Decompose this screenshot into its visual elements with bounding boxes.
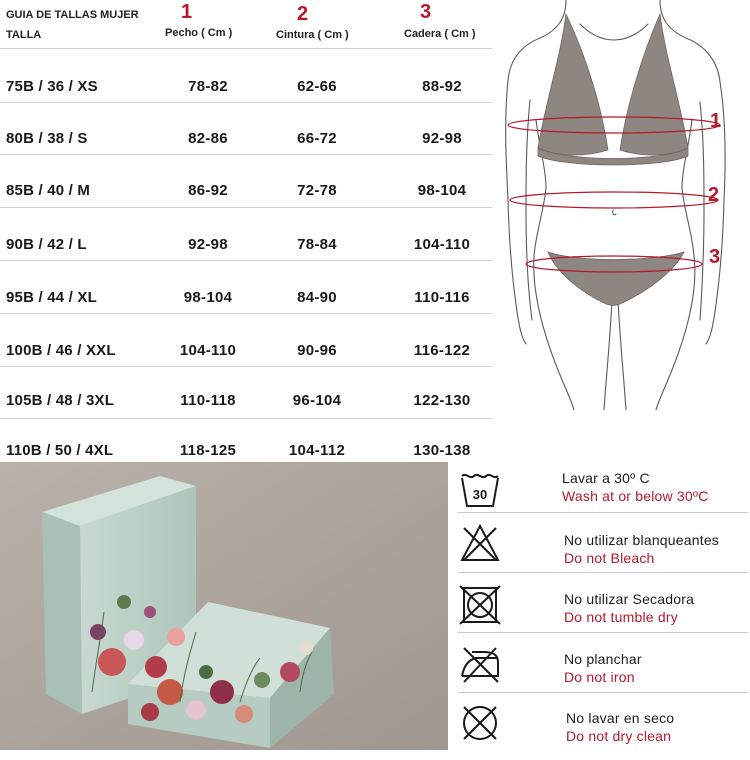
table-row: [0, 182, 492, 234]
size-cell: 80B / 38 / S: [6, 130, 88, 147]
care-label-es: No planchar: [564, 651, 642, 667]
cintura-cell: 78-84: [297, 236, 337, 253]
cadera-cell: 104-110: [413, 236, 471, 253]
cadera-cell: 110-116: [414, 289, 470, 306]
cintura-cell: 62-66: [297, 78, 337, 95]
cadera-cell: 130-138: [413, 442, 471, 459]
size-cell: 85B / 40 / M: [6, 182, 91, 199]
care-label-es: Lavar a 30º C: [562, 470, 650, 486]
cadera-cell: 116-122: [413, 342, 471, 359]
table-row: [0, 78, 492, 130]
row-divider: [0, 366, 492, 367]
waist-marker: 2: [708, 184, 720, 206]
cadera-cell: 122-130: [413, 392, 471, 409]
care-label-en: Do not Bleach: [564, 550, 655, 566]
cadera-cell: 88-92: [422, 78, 462, 95]
pecho-cell: 98-104: [183, 289, 233, 306]
cintura-cell: 104-112: [288, 442, 346, 459]
wash-30-icon: [458, 468, 502, 510]
row-divider: [0, 154, 492, 155]
gift-box-photo: [0, 462, 448, 750]
row-divider: [0, 313, 492, 314]
care-label-en: Do not iron: [564, 669, 635, 685]
size-column-header: TALLA: [6, 29, 42, 41]
cintura-cell: 96-104: [292, 392, 342, 409]
row-divider: [0, 207, 492, 208]
care-divider: [458, 512, 748, 513]
gift-box-image: [0, 462, 448, 750]
column-header-pecho: Pecho ( Cm ): [165, 27, 233, 39]
table-row: [0, 236, 492, 288]
size-cell: 90B / 42 / L: [6, 236, 87, 253]
no-tumble-dry-icon: [458, 584, 502, 626]
no-iron-icon: [458, 642, 502, 684]
row-divider: [0, 260, 492, 261]
pecho-cell: 110-118: [180, 392, 236, 409]
care-label-es: No lavar en seco: [566, 710, 675, 726]
care-label-en: Wash at or below 30ºC: [562, 488, 709, 504]
measurement-figure: [496, 0, 750, 410]
table-row: [0, 289, 492, 341]
size-cell: 75B / 36 / XS: [6, 78, 98, 95]
column-number-1: 1: [181, 1, 193, 23]
care-item-bleach: [452, 520, 750, 580]
size-guide-title: GUIA DE TALLAS MUJER: [6, 9, 139, 21]
size-cell: 100B / 46 / XXL: [6, 342, 116, 359]
column-header-cadera: Cadera ( Cm ): [404, 28, 476, 40]
care-item-dry-clean: [452, 700, 750, 760]
care-label-es: No utilizar Secadora: [564, 591, 695, 607]
table-row: [0, 342, 492, 394]
care-label-en: Do not dry clean: [566, 728, 672, 744]
size-cell: 110B / 50 / 4XL: [6, 442, 114, 459]
cintura-cell: 90-96: [297, 342, 337, 359]
row-divider: [0, 102, 492, 103]
bust-marker: 1: [710, 110, 722, 132]
care-divider: [458, 692, 748, 693]
pecho-cell: 86-92: [188, 182, 228, 199]
size-cell: 95B / 44 / XL: [6, 289, 97, 306]
care-item-wash: [452, 466, 750, 526]
no-dry-clean-icon: [458, 702, 502, 744]
pecho-cell: 82-86: [188, 130, 228, 147]
care-item-tumble-dry: [452, 582, 750, 642]
cintura-cell: 72-78: [297, 182, 337, 199]
pecho-cell: 104-110: [179, 342, 237, 359]
column-number-3: 3: [420, 1, 432, 23]
wash-temperature: 30: [472, 487, 488, 502]
table-row: [0, 130, 492, 182]
header-divider: [0, 48, 492, 49]
care-label-es: No utilizar blanqueantes: [564, 532, 720, 548]
cintura-cell: 84-90: [297, 289, 337, 306]
care-item-iron: [452, 640, 750, 700]
care-divider: [458, 572, 748, 573]
cintura-cell: 66-72: [297, 130, 337, 147]
column-number-2: 2: [297, 3, 309, 25]
pecho-cell: 118-125: [179, 442, 237, 459]
no-bleach-icon: [458, 522, 502, 564]
size-cell: 105B / 48 / 3XL: [6, 392, 115, 409]
pecho-cell: 78-82: [188, 78, 228, 95]
row-divider: [0, 418, 492, 419]
pecho-cell: 92-98: [188, 236, 228, 253]
care-divider: [458, 632, 748, 633]
cadera-cell: 98-104: [417, 182, 467, 199]
hip-marker: 3: [709, 246, 721, 268]
column-header-cintura: Cintura ( Cm ): [276, 29, 349, 41]
care-label-en: Do not tumble dry: [564, 609, 678, 625]
cadera-cell: 92-98: [422, 130, 462, 147]
